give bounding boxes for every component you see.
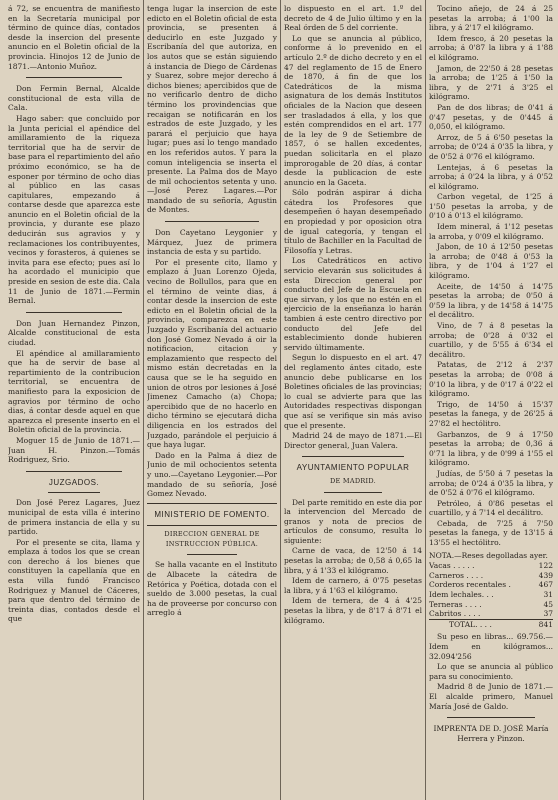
text-paragraph: Segun lo dispuesto en el art. 47 del reglamento ántes citado, este anuncio debe publicarse en los Boletines oficiales de las provincias; lo cual se advierte para que las Autoridades respectivas dispongan que así se verifique sin más aviso que el presente. (284, 353, 422, 430)
text-paragraph: Por el presente cito, llamo y emplazo á Juan Lorenzo Ojeda, vecino de Bollullos, para que en el término de veinte dias, á contar desde la insercion de este edicto en el Boletin oficial de la provincia, comparezca en este Juzgado y Escribanía del actuario don José Gomez Nevado á oir la notificacion, citacion y emplazamiento que respecto del mismo están decretadas en la causa que se le ha seguido en union de otros por lesiones á José Jimenez Camacho (a) Chopa; apercibido que de no hacerlo en dicho término se ejecutará dicha diligencia en los estrados del Juzgado, parándole el perjuicio á que haya lugar. (147, 257, 277, 450)
divider (26, 471, 122, 472)
price-item: Jamon, de 22'50 á 28 pesetas la arroba; de 1'25 á 1'50 la libra, y de 2'71 á 3'25 el kilógramo. (429, 63, 553, 102)
price-item: Patatas, de 2'12 á 2'37 pesetas la arroba; de 0'08 á 0'10 la libra, y de 0'17 á 0'22 el kilógramo. (429, 360, 553, 399)
row-label: Vacas . . . . . (429, 561, 475, 571)
divider (187, 554, 237, 555)
text-paragraph: Se halla vacante en el Instituto de Albacete la cátedra de Retórica y Poética, dotada con el sueldo de 3.000 pesetas, la cual ha de proveerse por concurso con arreglo á (147, 560, 277, 618)
price-item: Jabon, de 10 á 12'50 pesetas la arroba; de 0'48 á 0'53 la libra, y de 1'04 á 1'27 el kilógramo. (429, 242, 553, 281)
row-value: 439 (538, 570, 553, 580)
text-paragraph: Su peso en libras... 69.756.— Idem en kilógramos... 32.094'256 (429, 632, 553, 661)
text-paragraph: lo dispuesto en el art. 1.º del decreto de 4 de Julio último y en la Real órden de 5 del corriente. (284, 4, 422, 33)
row-label: Terneras . . . . (429, 599, 482, 609)
price-item: Pan de dos libras; de 0'41 á 0'47 pesetas, y de 0'445 á 0,050, el kilógramo. (429, 102, 553, 132)
price-item: Idem de ternera, de 4 á 4'25 pesetas la libra, y de 8'17 á 8'71 el kilógramo. (284, 596, 422, 625)
price-item: Idem de carnero, á 0'75 pesetas la libra, y á 1'63 el kilógramo. (284, 576, 422, 595)
column-4 (429, 4, 553, 796)
divider (26, 77, 122, 78)
row-label: Corderos recentales . (429, 580, 511, 590)
price-item: Lentejas, á 6 pesetas la arroba; á 0'24 la libra, y á 0'52 el kilógramo. (429, 162, 553, 191)
notice-heading: Don Juan Hernandez Pinzon, Alcalde constitucional de esta ciudad. (8, 318, 140, 347)
column-3 (284, 4, 422, 796)
row-value: 122 (538, 561, 553, 571)
total-label: TOTAL. . . . (449, 619, 492, 629)
row-value: 37 (543, 609, 553, 619)
price-item: Idem mineral, á 1'12 pesetas la arroba, y 0'09 el kilógramo. (429, 222, 553, 241)
column-2 (147, 4, 277, 796)
price-item: Trigo, de 14'50 á 15'37 pesetas la fanega, y de 26'25 á 27'82 el hectólitro. (429, 399, 553, 428)
column-1 (8, 4, 140, 796)
text-paragraph: tenga lugar la insercion de este edicto en el Boletin oficial de esta provincia, se presenten á deducirlo en este Juzgado y Escribanía del que autoriza, en los autos que se están siguiendo á instancia de Diego de Cárdenas y Suarez, sobre mejor derecho á dichos bienes; apercibidos que de no verificarlo dentro de dicho término los provindencias que recaigan se notificarán en los estrados de este Juzgado, y les parará el perjuicio que haya lugar; pues así lo tengo mandado en los referidos autos. Y para la comun inteligencia se inserta el presente. La Palma dos de Mayo de mil ochocientos setenta y uno.—José Perez Lagares.—Por mandado de su señoría, Agustin de Montes. (147, 4, 277, 215)
row-value: 45 (543, 599, 553, 609)
section-heading-ministerio: MINISTERIO DE FOMENTO. (154, 509, 270, 519)
price-item: Aceite, de 14'50 á 14'75 pesetas la arroba; de 0'50 á 0'59 la libra, y de 14'58 á 14'75 el decálitro. (429, 281, 553, 320)
column-divider (425, 0, 426, 800)
price-item: Judías, de 5'50 á 7 pesetas la arroba; de 0'24 á 0'35 la libra, y de 0'52 á 0'76 el kilógramo. (429, 468, 553, 498)
row-label: Idem lechales. . . (429, 590, 494, 600)
divider (165, 221, 259, 222)
text-paragraph: Dado en la Palma á diez de Junio de mil ochocientos setenta y uno.—Cayetano Leygonier.—Por mandado de su señoría, José Gomez Nevado. (147, 450, 277, 499)
note-heading: NOTA.—Reses degolladas ayer. (429, 550, 548, 560)
text-paragraph: á 72, se encuentra de manifiesto en la Secretaría municipal por término de quince días, contados desde la insercion del presente anuncio en el Boletin oficial de la provincia. Hinojos 12 de Junio de 1871.—Antonio Muñoz. (8, 4, 140, 71)
printer-imprint: IMPRENTA DE D. JOSÉ María Herrera y Pinzon. (433, 724, 549, 743)
text-paragraph: Los Catedráticos en activo servicio elevarán sus solicitudes á esta Direccion general por conducto del Jefe de la Escuela en que sirvan, y los que no estén en el ejercicio de la enseñanza lo harán tambien á este centro directivo por conducto del Jefe del establecimiento donde hubieren servido últimamente. (284, 256, 422, 352)
section-subheading: DIRECCION GENERAL DE INSTRUCCION PÚBLICA. (164, 530, 260, 548)
table-row (429, 580, 553, 590)
price-item: Carbon vegetal, de 1'25 á 1'50 pesetas la arroba, y de 0'10 á 0'13 el kilógramo. (429, 192, 553, 221)
text-paragraph: Madrid 8 de Junio de 1871.— El alcalde primero, Manuel María José de Galdo. (429, 682, 553, 711)
text-paragraph: Hago saber: que concluido por la Junta pericial el apéndice del amillaramiento de la riqueza territorial que ha de servir de base para el repartimiento del año próximo económico, se ha de esponer por término de ocho dias al público en las casas capitulares, empezando á contarse desde que aparezca este anuncio en el Boletin oficial de la provincia, y durante ese plazo deducirán sus agravios y y reclamaciones los contribuyentes, vecinos y forasteros, á quienes se invita para ese efecto; pues así lo ha acordado el municipio que preside en sesion de este dia. Cala 11 de Junio de 1871.—Fermin Bernal. (8, 113, 140, 306)
divider (48, 492, 100, 493)
column-divider (280, 0, 281, 800)
price-item: Arroz, de 5 á 6'50 pesetas la arroba; de 0'24 á 0'35 la libra, y de 0'52 á 0'76 el kilógramo. (429, 132, 553, 161)
table-total-row (429, 619, 553, 629)
total-value: 841 (538, 619, 553, 629)
table-row (429, 571, 553, 581)
column-divider (143, 0, 144, 800)
notice-heading: Don Fermin Bernal, Alcalde constitucional de esta villa de Cala. (8, 84, 140, 113)
divider (447, 717, 535, 718)
row-label: Cabritos . . . . (429, 609, 481, 619)
divider (302, 456, 404, 457)
price-item: Carne de vaca, de 12'50 á 14 pesetas la arroba; de 0,58 á 0,65 la libra, y á 1'33 el kilógramo. (284, 546, 422, 575)
price-item: Tocino añejo, de 24 á 25 pesetas la arroba; á 1'00 la libra, y á 2'17 el kilógramo. (429, 4, 553, 33)
ministry-header (147, 503, 277, 527)
text-paragraph: Sólo podrán aspirar á dicha cátedra los Profesores que desempeñen ó hayan desempeñado en propiedad y por oposicion otra de igual categoría, y tengan el título de Bachiller en la Facultad de Filosofía y Letras. (284, 188, 422, 255)
text-paragraph: Madrid 24 de mayo de 1871.—El Director general, Juan Valera. (284, 431, 422, 450)
row-label: Carneros . . . . (429, 570, 484, 580)
notice-heading: Don José Perez Lagares, Juez municipal de esta villa é interino de primera instancia de ella y su partido. (8, 498, 140, 537)
price-item: Petróleo, á 0'86 pesetas el cuartillo, y á 7'14 el decálitro. (429, 498, 553, 518)
slaughter-table (429, 561, 553, 629)
section-subheading: DE MADRID. (329, 476, 377, 485)
price-item: Cebada, de 7'25 á 7'50 pesetas la fanega, y de 13'15 á 13'55 el hectólitro. (429, 518, 553, 548)
divider (324, 492, 382, 493)
section-heading-juzgados: JUZGADOS. (48, 477, 100, 487)
price-item: Garbanzos, de 9 á 17'50 pesetas la arroba; de 0,36 á 0'71 la libra, y de 0'99 á 1'55 el kilógramo. (429, 429, 553, 468)
text-paragraph: Lo que se anuncia al público para su conocimiento. (429, 662, 553, 681)
text-paragraph: El apéndice al amillaramiento que ha de servir de base al repartimiento de la contribucion territorial, se encuentra de manifiesto para la exposicion de agravios por término de ocho dias, á contar desde aquel en que aparezca el presente inserto en el Boletin oficial de la provincia. (8, 348, 140, 435)
price-item: Idem fresco, á 20 pesetas la arroba; á 0'87 la libra y á 1'88 el kilógramo. (429, 33, 553, 62)
text-paragraph: Por el presente se cita, llama y emplaza á todos los que se crean con derecho á los bienes que constituyen la capellanía que en esta villa fundó Francisco Rodriguez y Manuel de Cáceres, para que dentro del término de treinta dias, contados desde el que (8, 537, 140, 624)
text-paragraph: Moguer 15 de Junio de 1871.—Juan H. Pinzon.—Tomás Rodriguez, Srio. (8, 435, 140, 465)
text-paragraph: Lo que se anuncia al público, conforme á lo prevenido en el artículo 2.º de dicho decreto y en el 47 del reglamento de 15 de Enero de 1870, á fin de que los Catedráticos de la misma asignatura de los demás Institutos oficiales de la Nacion que deseen ser trasladados á ella, y los que estén comprendidos en el art. 177 de la ley de 9 de Setiembre de 1857, ó se hallen excedentes, puedan solicitarla en el plazo improrogable de 20 días, á contar desde la publicacion de este anuncio en la Gaceta. (284, 33, 422, 187)
notice-heading: Don Cayetano Leygonier y Márquez, Juez de primera instancia de esta y su partido. (147, 228, 277, 257)
section-heading-ayuntamiento: AYUNTAMIENTO POPULAR (296, 463, 410, 473)
table-row (429, 600, 553, 610)
table-row (429, 561, 553, 571)
table-row (429, 609, 553, 619)
text-paragraph: Del parte remitido en este dia por la intervencion del Mercado de granos y nota de precios de artículos de consumo, resulta lo siguiente: (284, 497, 422, 545)
divider (26, 312, 122, 313)
price-item: Vino, de 7 á 8 pesetas la arroba; de 0'28 á 0'32 el cuartillo, y de 5'55 á 6'34 el decálitro. (429, 321, 553, 359)
table-row (429, 590, 553, 600)
row-value: 31 (543, 590, 553, 600)
row-value: 467 (538, 580, 553, 590)
